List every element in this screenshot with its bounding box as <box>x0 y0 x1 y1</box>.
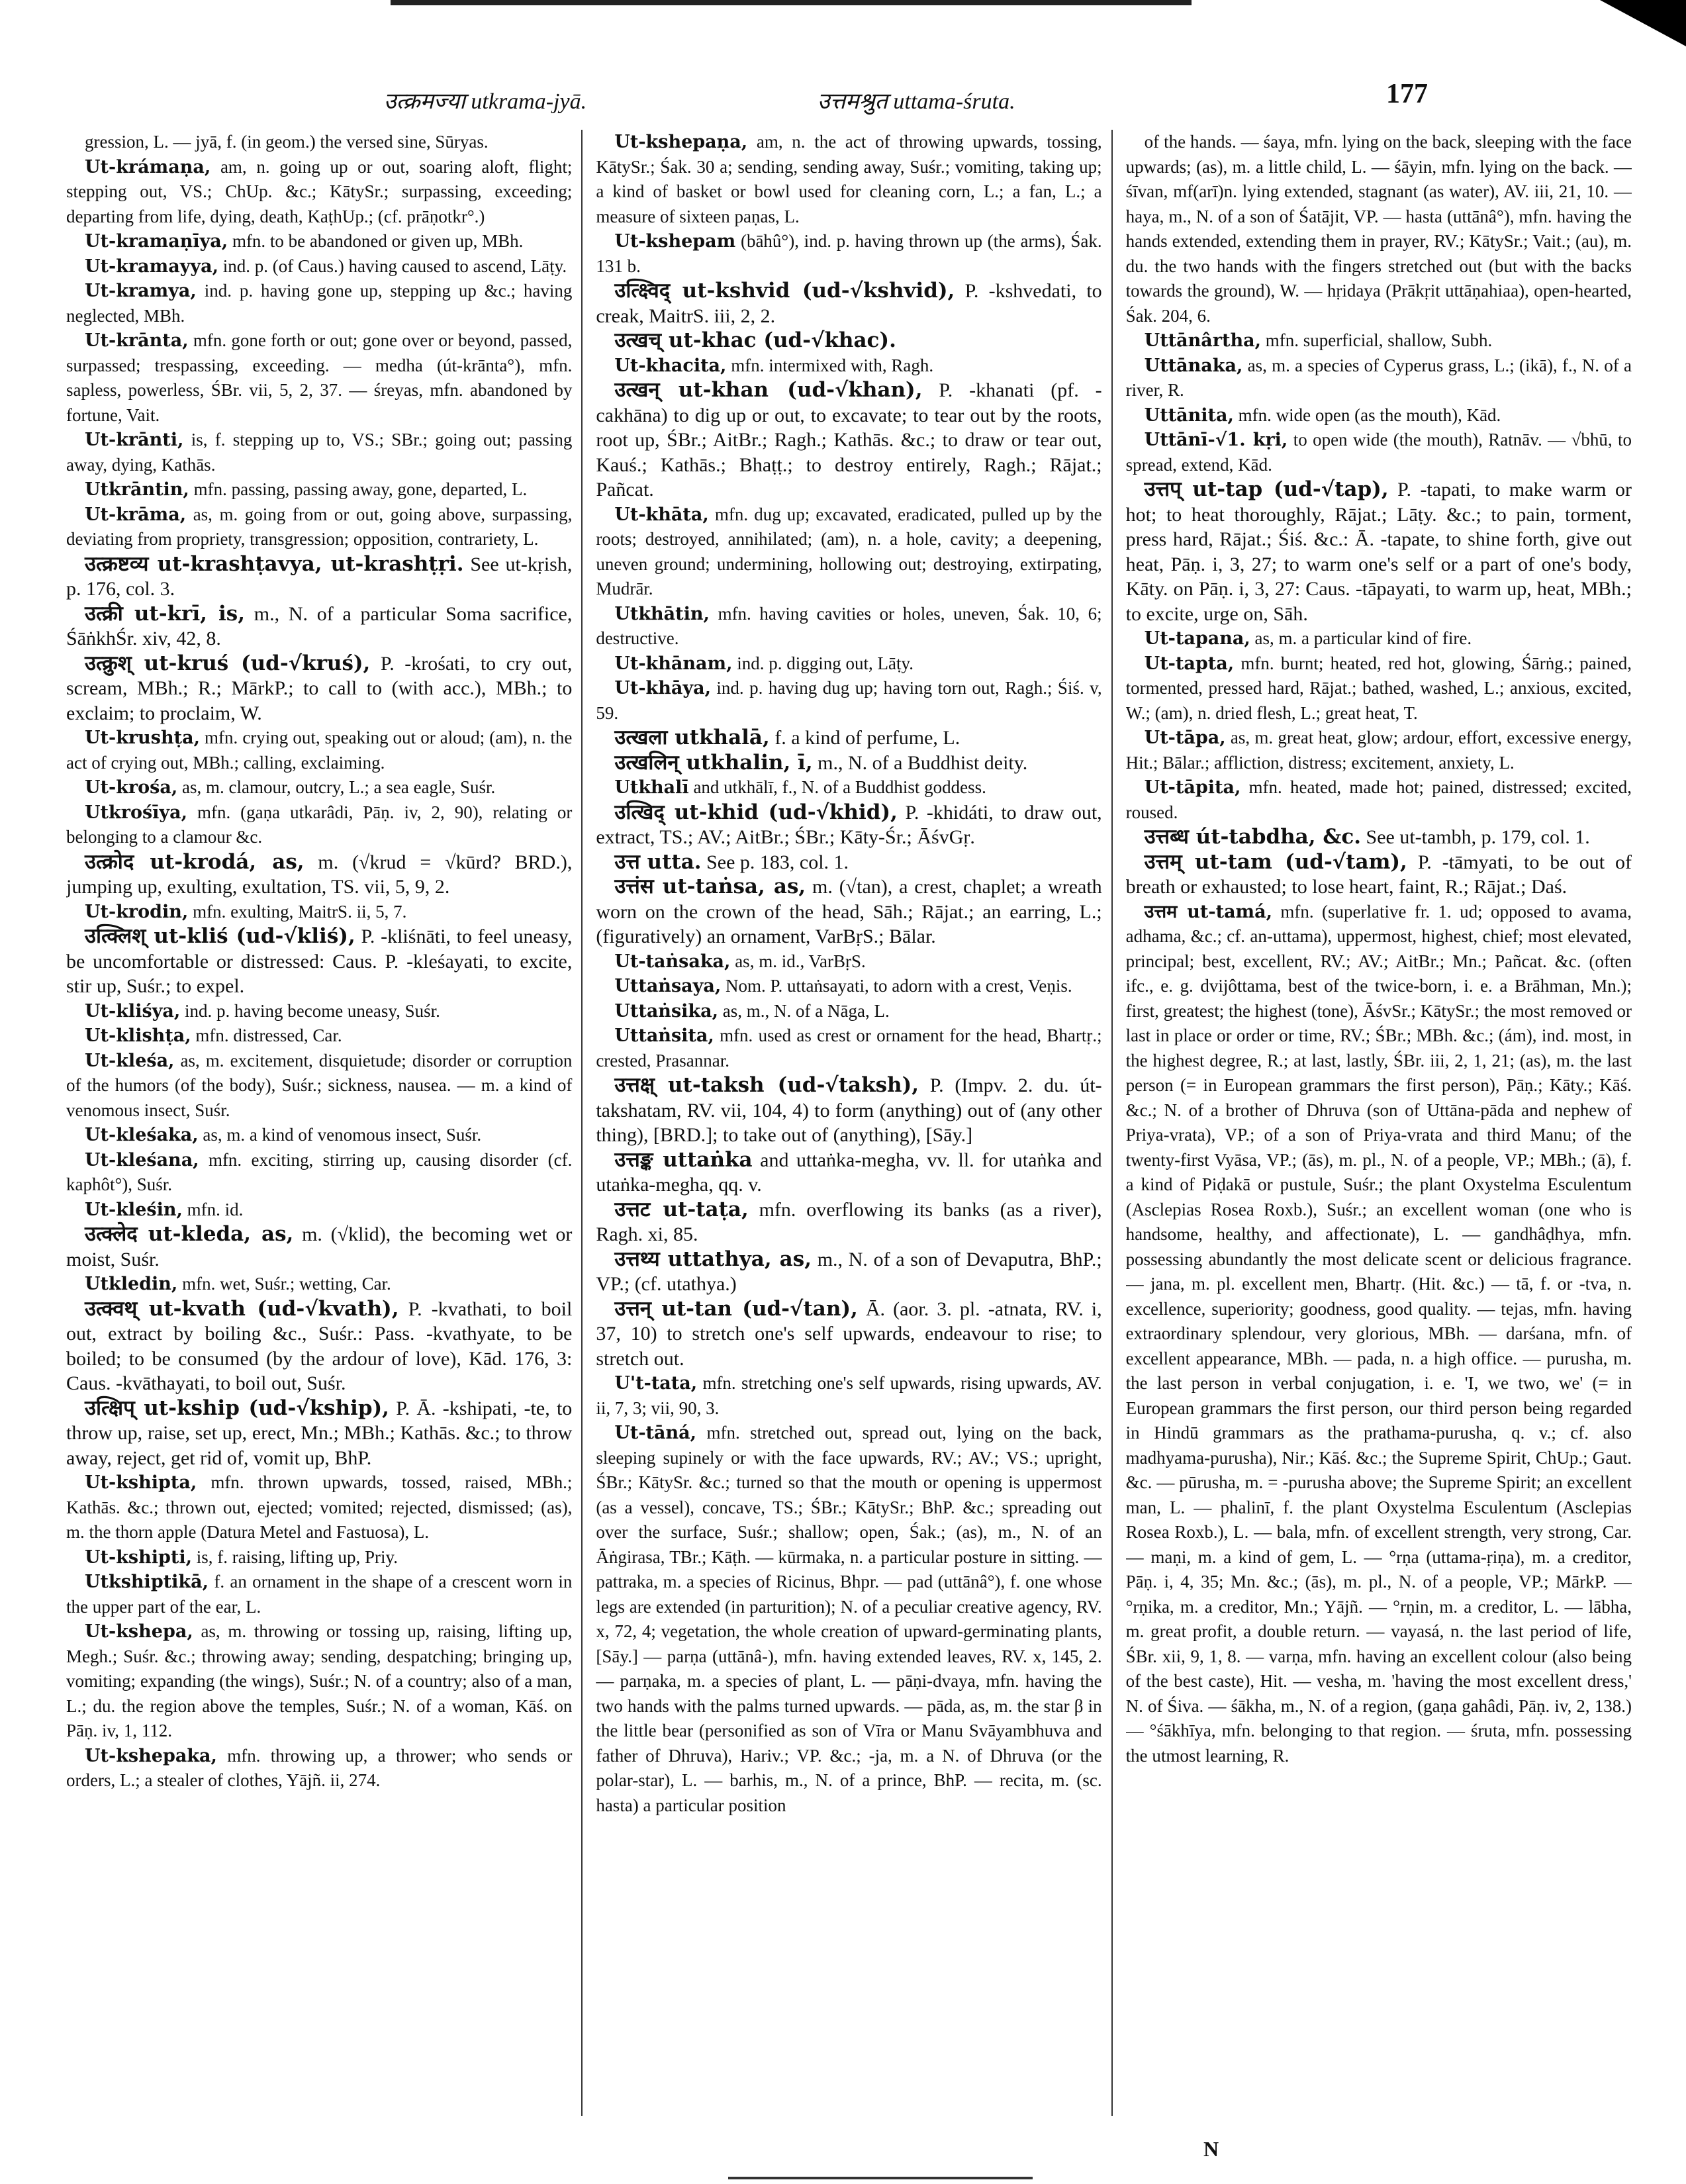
entry-definition: as, m., N. of a Nāga, L. <box>722 1000 890 1021</box>
dictionary-entry <box>66 850 572 900</box>
entry-headword: Ut-taṅsaka, <box>614 951 731 972</box>
dictionary-entry <box>66 900 572 925</box>
header-left-catchword: उत्क्रमज्या utkrama-jyā. <box>384 89 587 114</box>
dictionary-entry <box>596 726 1101 751</box>
dictionary-entry <box>596 775 1101 800</box>
entry-headword: उत्खला utkhalā, <box>614 726 770 749</box>
dictionary-entry <box>1126 626 1632 651</box>
entry-definition: mfn. id. <box>187 1199 244 1219</box>
dictionary-entry <box>66 775 572 800</box>
page-header <box>60 78 1626 118</box>
top-rule <box>391 0 1192 5</box>
dictionary-entry <box>66 602 572 651</box>
entry-definition: P. (Impv. 2. du. út-takshatam, RV. vii, 104, 4) to form (anything) out of (any other thing), [BRD.]; to take out of (anything), [Sāy.] <box>596 1074 1102 1146</box>
dictionary-entry <box>596 130 1101 229</box>
entry-headword: उत्तप् ut-tap (ud-√tap), <box>1144 477 1389 501</box>
entry-headword: उत्तट ut-taṭa, <box>614 1197 749 1221</box>
entry-definition: am, n. the act of throwing upwards, tossing, KātySr.; Śak. 30 a; sending, sending away, Suśr.; vomiting, taking up; a kind of basket or bowl used for cleaning corn, L.; a fan, L.; a measure of sixteen paṇas, L. <box>596 132 1102 226</box>
entry-definition: as, m. great heat, glow; ardour, effort, excessive energy, Hit.; Bālar.; affliction, distress; excitement, anxiety, L. <box>1125 728 1632 773</box>
entry-headword: Uttānârtha, <box>1144 330 1261 351</box>
entry-headword: Ut-kshepa, <box>85 1621 193 1642</box>
entry-headword: Uttānita, <box>1144 404 1234 426</box>
entry-definition: See p. 183, col. 1. <box>706 851 849 873</box>
entry-definition: is, f. raising, lifting up, Priy. <box>196 1546 398 1567</box>
entry-definition: ind. p. having become uneasy, Suśr. <box>184 1000 440 1021</box>
dictionary-entry <box>66 1619 572 1744</box>
dictionary-entry <box>66 1470 572 1545</box>
dictionary-entry <box>1126 477 1632 626</box>
dictionary-entry <box>66 1545 572 1570</box>
page-corner-mark <box>1600 0 1686 46</box>
column-1 <box>66 130 583 2116</box>
signature-mark: N <box>1203 2137 1219 2161</box>
entry-headword: Ut-khāta, <box>614 504 709 525</box>
entry-headword: उत्तंस ut-taṅsa, as, <box>614 875 806 898</box>
dictionary-entry <box>66 1272 572 1297</box>
entry-definition: mfn. superficial, shallow, Subh. <box>1265 330 1493 350</box>
entry-definition: and uttaṅka-megha, vv. ll. for utaṅka and utaṅka-megha, qq. v. <box>596 1149 1102 1196</box>
entry-headword: Ut-kramayya, <box>85 256 218 277</box>
dictionary-entry <box>1126 900 1632 1769</box>
dictionary-entry <box>596 949 1101 974</box>
entry-definition: ind. p. digging out, Lāṭy. <box>737 653 913 673</box>
entry-headword: उत्क्री ut-krī, is, <box>85 601 245 626</box>
entry-definition: P. -tapati, to make warm or hot; to heat thoroughly, Rājat.; Lāṭy. &c.; to pain, torment, press hard, Rājat.; Śiś. &c.: Ā. -tapate, to shine forth, give out heat, Pāṇ. i, 3, 27; to warm one's self or a part of one's body, Kāty. on Pāṇ. i, 3, 27: Caus. -tāpayati, to warm up, heat, MBh.; to excite, urge on, Sāh. <box>1125 479 1632 625</box>
entry-headword: Ut-kleśin, <box>85 1199 183 1220</box>
page-number: 177 <box>1386 79 1428 109</box>
entry-headword: Ut-kleśa, <box>85 1050 175 1071</box>
dictionary-entry <box>596 354 1101 379</box>
dictionary-entry <box>596 1371 1101 1421</box>
entry-headword: Uttānī-√1. kṛi, <box>1144 430 1288 450</box>
entry-headword: Ut-kleśana, <box>85 1149 199 1170</box>
entry-headword: Utkshiptikā, <box>85 1572 209 1592</box>
entry-definition: m., N. of a Buddhist deity. <box>818 751 1028 774</box>
entry-headword: Ut-krānta, <box>85 330 189 351</box>
dictionary-entry <box>66 1148 572 1198</box>
entry-definition: See ut-kṛish, p. 176, col. 3. <box>66 553 573 600</box>
entry-definition: m. (√krud = √kūrd? BRD.), jumping up, exulting, exultation, TS. vii, 5, 9, 2. <box>66 851 573 898</box>
entry-headword: उत्क्ष्विद् ut-kshvid (ud-√kshvid), <box>614 279 955 303</box>
dictionary-entry <box>596 676 1101 726</box>
entry-definition: mfn. used as crest or ornament for the head, Bhartṛ.; crested, Prasannar. <box>596 1025 1102 1070</box>
entry-headword: उत्क्रष्टव्य ut-krashṭavya, ut-krashṭṛi. <box>85 551 464 576</box>
entry-definition: and utkhālī, f., N. of a Buddhist goddess. <box>693 777 986 797</box>
dictionary-entry <box>1126 825 1632 850</box>
dictionary-entry <box>66 1049 572 1123</box>
entry-headword: उत्खच् ut-khac (ud-√khac). <box>614 328 896 352</box>
entry-headword: उत्तथ्य uttathya, as, <box>614 1247 812 1271</box>
entry-headword: Ut-kshepaṇa, <box>614 132 748 152</box>
entry-definition: mfn. passing, passing away, gone, departed, L. <box>193 479 528 499</box>
entry-headword: Ut-kramya, <box>85 281 197 301</box>
dictionary-entry <box>66 502 572 552</box>
entry-definition: gression, L. — jyā, f. (in geom.) the versed sine, Sūryas. <box>85 132 489 152</box>
entry-definition: Ā. (aor. 3. pl. -atnata, RV. i, 37, 10) to stretch one's self upwards, endeavour to rise; to stretch out. <box>596 1298 1102 1370</box>
entry-headword: Ut-tāpa, <box>1144 728 1226 748</box>
dictionary-entry <box>66 999 572 1024</box>
dictionary-entry <box>596 1421 1101 1818</box>
dictionary-entry <box>596 1247 1101 1297</box>
entry-headword: Uttaṅsaya, <box>614 976 722 996</box>
dictionary-entry <box>66 229 572 254</box>
dictionary-entry <box>66 1222 572 1272</box>
dictionary-entry <box>1126 328 1632 354</box>
entry-definition: as, m. a kind of venomous insect, Suśr. <box>203 1125 482 1145</box>
dictionary-entry <box>596 1198 1101 1247</box>
dictionary-entry <box>66 1297 572 1396</box>
dictionary-entry <box>66 254 572 279</box>
dictionary-entry <box>66 1123 572 1148</box>
dictionary-entry <box>596 751 1101 776</box>
entry-headword: Utkledin, <box>85 1274 178 1294</box>
entry-headword: Ut-krāma, <box>85 504 187 525</box>
dictionary-entry <box>1126 651 1632 726</box>
entry-headword: Utkrāntin, <box>85 479 189 500</box>
entry-headword: Ut-khānam, <box>614 653 733 674</box>
entry-headword: Uttaṅsita, <box>614 1025 714 1046</box>
dictionary-entry <box>596 974 1101 999</box>
entry-definition: mfn. stretched out, spread out, lying on the back, sleeping supinely or with the face upwards, RV.; AV.; VS.; upright, ŚBr.; KātySr. &c.; turned so that the mouth or opening is uppermost (as a vessel), concave, TS.; ŚBr.; KātySr.; BhP. &c.; spreading out over the surface, Suśr.; shallow; open, Śak.; (as), m., N. of an Āṅgirasa, TBr.; Kāṭh. — kūrmaka, n. a particular posture in sitting. — pattraka, m. a species of Ricinus, Bhpr. — pad (uttānâ°), f. one whose legs are extended (in parturition); N. of a peculiar creative agency, RV. x, 72, 4; vegetation, the whole creation of upward-germinating plants, [Sāy.] — parṇa (uttānâ-), mfn. having extended leaves, RV. x, 145, 2. — parṇaka, m. a species of plant, L. — pāṇi-dvaya, mfn. having the two hands with the palms turned upwards. — pāda, as, m. the star β in the little bear (personified as son of Vīra or Manu Svāyambhuva and father of Dhruva), Hariv.; VP. &c.; -ja, m. a N. of Dhruva (or the polar-star), L. — barhis, m., N. of a prince, BhP. — recita, m. (sc. hasta) a particular position <box>596 1423 1102 1815</box>
entry-definition: mfn. gone forth or out; gone over or beyond, passed, surpassed; trespassing, exceeding. — medha (út-krānta°), mfn. sapless, powerless, ŚBr. vii, 5, 2, 37. — śreyas, mfn. abandoned by fortune, Vait. <box>66 330 573 425</box>
entry-definition: am, n. going up or out, soaring aloft, flight; stepping out, VS.; ChUp. &c.; KātySr.; surpassing, exceeding; departing from life, dying, death, KaṭhUp.; (cf. prāṇotkr°.) <box>66 156 573 226</box>
dictionary-entry <box>596 1148 1101 1198</box>
dictionary-entry <box>66 726 572 775</box>
dictionary-entry <box>66 428 572 477</box>
entry-definition: mfn. crying out, speaking out or aloud; (am), n. the act of crying out, MBh.; calling, exclaiming. <box>66 728 573 773</box>
entry-headword: Ut-krośa, <box>85 777 178 798</box>
dictionary-entry <box>66 477 572 502</box>
entry-definition: mfn. overflowing its banks (as a river), Ragh. xi, 85. <box>596 1198 1102 1245</box>
entry-headword: Utkrośīya, <box>85 802 187 823</box>
dictionary-entry <box>1126 130 1632 328</box>
dictionary-entry <box>66 924 572 999</box>
entry-headword: उत्तम ut-tamá, <box>1144 901 1273 922</box>
dictionary-entry <box>596 1023 1101 1073</box>
entry-definition: mfn. exulting, MaitrS. ii, 5, 7. <box>193 901 407 922</box>
entry-headword: Ut-krushṭa, <box>85 728 200 748</box>
entry-headword: उत्तम् ut-tam (ud-√tam), <box>1144 849 1407 874</box>
entry-headword: उत्तन् ut-tan (ud-√tan), <box>614 1296 858 1321</box>
entry-headword: उत्खिद् ut-khid (ud-√khid), <box>614 800 898 824</box>
entry-definition: as, m. going from or out, going above, surpassing, deviating from propriety, transgression; opposition, contrariety, L. <box>66 504 573 549</box>
entry-headword: Ut-krodin, <box>85 901 189 922</box>
dictionary-entry <box>1126 403 1632 428</box>
dictionary-entry <box>66 1570 572 1619</box>
entry-definition: m., N. of a particular Soma sacrifice, ŚāṅkhŚr. xiv, 42, 8. <box>66 602 573 649</box>
entry-definition: Nom. P. uttaṅsayati, to adorn with a crest, Veṇis. <box>725 976 1072 996</box>
entry-definition: mfn. (superlative fr. 1. ud; opposed to avama, adhama, &c.; cf. an-uttama), uppermost, highest, chief; most elevated, principal; best, excellent, RV.; AV.; AitBr.; Mn.; Pañcat. &c. (often ifc., e. g. dvijôttama, best of the twice-born, i. e. a Brāhman, Mn.); first, greatest; the highest (tone), ĀśvSr.; KātySr.; the most removed or last in place or order or time, RV.; ŚBr.; MBh. &c.; (ám), ind. most, in the highest degree, R.; at last, lastly, ŚBr. iii, 2, 1, 21; (as), m. the last person (= in European grammars the first person), Pāṇ.; Kāty.; Kāś. &c.; N. of a brother of Dhruva (son of Uttāna-pāda and nephew of Priya-vrata), VP.; of a son of Priya-vrata and third Manu; of the twenty-first Vyāsa, VP.; (ās), m. pl., N. of a people, VP.; MBh.; (ā), f. a kind of Piḍakā or pustule, Suśr.; the plant Oxystelma Esculentum (Asclepias Rosea Roxb.), Suśr.; an excellent woman (one who is handsome, healthy, and affectionate), L. — gandhâḍhya, mfn. possessing abundantly the most delicate scent or delicious fragrance. — jana, m. pl. excellent men, Bhartṛ. (Hit. &c.) — tā, f. or -tva, n. excellence, superiority; goodness, good quality. — tejas, mfn. having extraordinary splendour, very glorious, MBh. — darśana, mfn. of excellent appearance, MBh. — pada, n. a high office. — purusha, m. the last person in verbal conjugation, i. e. 'I, we two, we' (= in European grammars the first person, our third person being regarded in Hindū grammars as the prathama-purusha, q. v.; cf. also madhyama-purusha), Nir.; Kāś. &c.; the Supreme Spirit, ChUp.; Gaut. &c. — pūrusha, m. = -purusha above; the Supreme Spirit; an excellent man, L. — phalinī, f. the plant Oxystelma Esculentum (Asclepias Rosea Roxb.), L. — bala, mfn. of excellent strength, very strong, Car. — maṇi, m. a kind of gem, L. — °rṇa (uttama-ṛiṇa), m. a creditor, Pāṇ. i, 4, 35; Mn. &c.; (ās), m. pl., N. of a people, VP.; MārkP. — °rṇika, m. a creditor, Mn.; Yājñ. — °rṇin, m. a creditor, L. — lābha, m. great profit, a double return. — vayasá, n. the last period of life, ŚBr. xii, 9, 1, 8. — varṇa, mfn. having an excellent colour (also being of the best caste), Hit. — vesha, m. 'having the most excellent dress,' N. of Śiva. — śākha, m., N. of a region, (gaṇa gahâdi, Pāṇ. iv, 2, 138.) — °śākhīya, mfn. belonging to that region. — śruta, mfn. possessing the utmost learning, R. <box>1125 901 1632 1766</box>
dictionary-entry <box>596 800 1101 850</box>
dictionary-columns <box>66 130 1632 2129</box>
entry-definition: as, m. a species of Cyperus grass, L.; (ikā), f., N. of a river, R. <box>1125 355 1632 400</box>
entry-definition: P. -khidáti, to draw out, extract, TS.; AV.; AitBr.; ŚBr.; Kāty-Śr.; ĀśvGṛ. <box>596 801 1102 848</box>
entry-definition: mfn. distressed, Car. <box>195 1025 342 1045</box>
dictionary-entry <box>596 279 1101 328</box>
dictionary-entry <box>66 279 572 328</box>
dictionary-entry <box>596 850 1101 875</box>
entry-headword: उत्तब्ध út-tabdha, &c. <box>1144 825 1362 849</box>
entry-headword: उत्तक्ष् ut-taksh (ud-√taksh), <box>614 1073 919 1097</box>
entry-headword: Ut-krānti, <box>85 430 184 450</box>
dictionary-entry <box>1126 428 1632 477</box>
dictionary-entry <box>66 1744 572 1793</box>
entry-headword: Ut-tapana, <box>1144 628 1250 649</box>
entry-definition: P. -tāmyati, to be out of breath or exhausted; to lose heart, faint, R.; Rājat.; Daś. <box>1125 851 1632 898</box>
entry-headword: Uttaṅsika, <box>614 1000 719 1021</box>
dictionary-entry <box>596 1073 1101 1148</box>
entry-definition: as, m. a particular kind of fire. <box>1254 628 1472 648</box>
entry-definition: mfn. heated, made hot; pained, distressed; excited, roused. <box>1125 777 1632 822</box>
entry-headword: Ut-kramaṇīya, <box>85 231 228 252</box>
entry-headword: Ut-kshipta, <box>85 1472 197 1493</box>
dictionary-entry <box>66 130 572 155</box>
dictionary-entry <box>1126 850 1632 900</box>
entry-definition: P. -kliśnāti, to feel uneasy, be uncomfortable or distressed: Caus. P. -kleśayati, to excite, stir up, Suśr.; to expel. <box>66 926 573 997</box>
entry-headword: Ut-khāya, <box>614 678 711 698</box>
dictionary-entry <box>596 651 1101 677</box>
entry-definition: mfn. burnt; heated, red hot, glowing, Śārṅg.; pained, tormented, pressed hard, Rājat.; bathed, washed, L.; anxious, excited, W.; (am), n. dried flesh, L.; great heat, T. <box>1125 653 1632 723</box>
dictionary-entry <box>596 1297 1101 1372</box>
dictionary-entry <box>66 800 572 850</box>
dictionary-entry <box>66 552 572 602</box>
entry-headword: Ut-tāpita, <box>1144 777 1241 798</box>
entry-definition: to open wide (the mouth), Ratnāv. — √bhū, to spread, extend, Kād. <box>1125 430 1632 475</box>
entry-headword: Ut-khacita, <box>614 355 727 376</box>
dictionary-entry <box>596 378 1101 502</box>
entry-definition: mfn. thrown upwards, tossed, raised, MBh.; Kathās. &c.; thrown out, ejected; vomited; rejected, dismissed; (as), m. the thorn apple (Datura Metel and Fastuosa), L. <box>66 1472 573 1542</box>
column-2 <box>596 130 1112 2116</box>
entry-definition: f. an ornament in the shape of a crescent worn in the upper part of the ear, L. <box>66 1572 573 1617</box>
entry-headword: Ut-kshipti, <box>85 1546 193 1568</box>
entry-definition: P. -krośati, to cry out, scream, MBh.; R.; MārkP.; to call to (with acc.), MBh.; to exclaim; to proclaim, W. <box>66 652 573 724</box>
dictionary-entry <box>596 999 1101 1024</box>
dictionary-entry <box>1126 775 1632 825</box>
column-3 <box>1126 130 1632 2116</box>
entry-headword: उत्क्लिश् ut-kliś (ud-√kliś), <box>85 924 355 948</box>
entry-headword: उत्खन् ut-khan (ud-√khan), <box>614 378 923 402</box>
entry-definition: mfn. wide open (as the mouth), Kād. <box>1238 404 1501 425</box>
bottom-rule <box>728 2177 1033 2179</box>
entry-headword: Utkhātin, <box>614 603 710 624</box>
entry-headword: Ut-kleśaka, <box>85 1125 199 1145</box>
entry-definition: as, m. id., VarBṛS. <box>735 951 866 971</box>
entry-headword: Utkhalī <box>614 777 689 798</box>
entry-definition: is, f. stepping up to, VS.; SBr.; going out; passing away, dying, Kathās. <box>66 430 573 475</box>
entry-definition: mfn. stretching one's self upwards, rising upwards, AV. ii, 7, 3; vii, 90, 3. <box>596 1373 1102 1418</box>
entry-headword: उत्त utta. <box>614 849 702 874</box>
entry-definition: m. (√tan), a crest, chaplet; a wreath worn on the crown of the head, Sāh.; Rājat.; an earring, L.; (figuratively) an ornament, VarBṛS.; Bālar. <box>596 876 1102 947</box>
entry-headword: Ut-kshepaka, <box>85 1745 217 1766</box>
entry-headword: Ut-tapta, <box>1144 653 1235 674</box>
dictionary-entry <box>596 602 1101 651</box>
entry-headword: उत्क्लेद ut-kleda, as, <box>85 1222 294 1246</box>
entry-headword: Ut-klishṭa, <box>85 1025 191 1046</box>
entry-definition: P. -khanati (pf. -cakhāna) to dig up or out, to excavate; to tear out by the roots, root up, ŚBr.; AitBr.; Ragh.; Kathās. &c.; to draw or tear out, Kauś.; Kathās.; Bhaṭṭ.; to destroy entirely, Ragh.; Rājat.; Pañcat. <box>596 379 1102 500</box>
entry-headword: उत्क्वथ् ut-kvath (ud-√kvath), <box>85 1296 399 1321</box>
entry-definition: See ut-tambh, p. 179, col. 1. <box>1366 826 1590 848</box>
entry-definition: as, m. throwing or tossing up, raising, lifting up, Megh.; Suśr. &c.; throwing away; sending, despatching; bringing up, vomiting; expanding (the wings), Suśr.; N. of a country; also of a man, L.; du. the region above the temples, Suśr.; N. of a woman, Kāś. on Pāṇ. iv, 1, 112. <box>66 1621 573 1740</box>
entry-definition: f. a kind of perfume, L. <box>774 727 960 749</box>
entry-definition: of the hands. — śaya, mfn. lying on the back, sleeping with the face upwards; (as), m. a little child, L. — śāyin, mfn. lying on the back. — śīvan, mf(arī)n. lying extended, stagnant (as water), AV. iii, 21, 10. — haya, m., N. of a son of Śatājit, VP. — hasta (uttānâ°), mfn. having the hands extended, extending them in prayer, RV.; KātySr.; Vait.; (au), m. du. the two hands with the fingers stretched out (but with the backs towards the ground), W. — hṛidaya (Prākṛit uttāṇahiaa), open-hearted, Śak. 204, 6. <box>1125 132 1632 326</box>
dictionary-entry <box>66 1198 572 1223</box>
entry-definition: mfn. to be abandoned or given up, MBh. <box>232 231 524 251</box>
entry-definition: mfn. intermixed with, Ragh. <box>731 355 934 375</box>
entry-definition: P. Ā. -kshipati, -te, to throw up, raise, set up, erect, Mn.; MBh.; Kathās. &c.; to throw away, reject, get rid of, vomit up, BhP. <box>66 1397 573 1469</box>
entry-headword: Ut-kliśya, <box>85 1000 181 1021</box>
dictionary-entry <box>596 328 1101 354</box>
entry-definition: ind. p. having gone up, stepping up &c.; having neglected, MBh. <box>66 281 573 326</box>
entry-definition: P. -kvathati, to boil out, extract by boiling &c., Suśr.: Pass. -kvathyate, to be boiled; to be consumed (by the ardour of love), Kād. 176, 3: Caus. -kvāthayati, to boil out, Suśr. <box>66 1298 573 1394</box>
dictionary-entry <box>1126 726 1632 775</box>
entry-definition: mfn. wet, Suśr.; wetting, Car. <box>182 1274 391 1294</box>
entry-definition: ind. p. having dug up; having torn out, Ragh.; Śiś. v, 59. <box>596 678 1102 723</box>
entry-definition: as, m. clamour, outcry, L.; a sea eagle, Suśr. <box>182 777 496 797</box>
entry-headword: Uttānaka, <box>1144 355 1243 376</box>
dictionary-entry <box>1126 354 1632 403</box>
dictionary-entry <box>66 155 572 230</box>
dictionary-entry <box>66 1023 572 1049</box>
entry-headword: Ut-tāná, <box>614 1423 697 1443</box>
entry-definition: (bāhû°), ind. p. having thrown up (the arms), Śak. 131 b. <box>596 231 1102 276</box>
entry-definition: ind. p. (of Caus.) having caused to ascend, Lāṭy. <box>222 256 567 276</box>
entry-definition: mfn. throwing up, a thrower; who sends or orders, L.; a stealer of clothes, Yājñ. ii, 274. <box>66 1745 573 1790</box>
entry-headword: उत्खलिन् utkhalin, ī, <box>614 750 813 775</box>
entry-headword: उत्क्रोद ut-krodá, as, <box>85 849 304 874</box>
entry-definition: as, m. excitement, disquietude; disorder or corruption of the humors (of the body), Suśr.; sickness, nausea. — m. a kind of venomous insect, Suśr. <box>66 1050 573 1120</box>
entry-definition: m., N. of a son of Devaputra, BhP.; VP.; (cf. utathya.) <box>596 1248 1102 1295</box>
entry-headword: Ut-krámaṇa, <box>85 156 211 177</box>
dictionary-entry <box>66 651 572 726</box>
entry-definition: mfn. dug up; excavated, eradicated, pulled up by the roots; destroyed, annihilated; (am), n. a hole, cavity; a deepening, uneven ground; undermining, hollowing out; destroying, extirpating, Mudrār. <box>596 504 1102 598</box>
dictionary-entry <box>66 1396 572 1471</box>
entry-headword: उत्क्रुश् ut-kruś (ud-√kruś), <box>85 651 371 675</box>
entry-headword: उत्तङ्क uttaṅka <box>614 1147 753 1172</box>
dictionary-entry <box>66 328 572 428</box>
entry-definition: mfn. having cavities or holes, uneven, Śak. 10, 6; destructive. <box>596 603 1102 648</box>
entry-headword: Ut-kshepam <box>614 231 736 252</box>
dictionary-entry <box>596 875 1101 949</box>
entry-definition: m. (√klid), the becoming wet or moist, Suśr. <box>66 1223 573 1270</box>
entry-definition: mfn. exciting, stirring up, causing disorder (cf. kaphôt°), Suśr. <box>66 1149 573 1194</box>
dictionary-entry <box>596 502 1101 602</box>
dictionary-entry <box>596 229 1101 279</box>
entry-definition: mfn. (gaṇa utkarâdi, Pāṇ. iv, 2, 90), relating or belonging to a clamour &c. <box>66 802 573 847</box>
entry-headword: U't-tata, <box>614 1373 698 1394</box>
entry-definition: P. -kshvedati, to creak, MaitrS. iii, 2, 2. <box>596 280 1102 327</box>
header-center-catchword: उत्तमश्रुत uttama-śruta. <box>818 89 1015 114</box>
entry-headword: उत्क्षिप् ut-kship (ud-√kship), <box>85 1396 389 1420</box>
